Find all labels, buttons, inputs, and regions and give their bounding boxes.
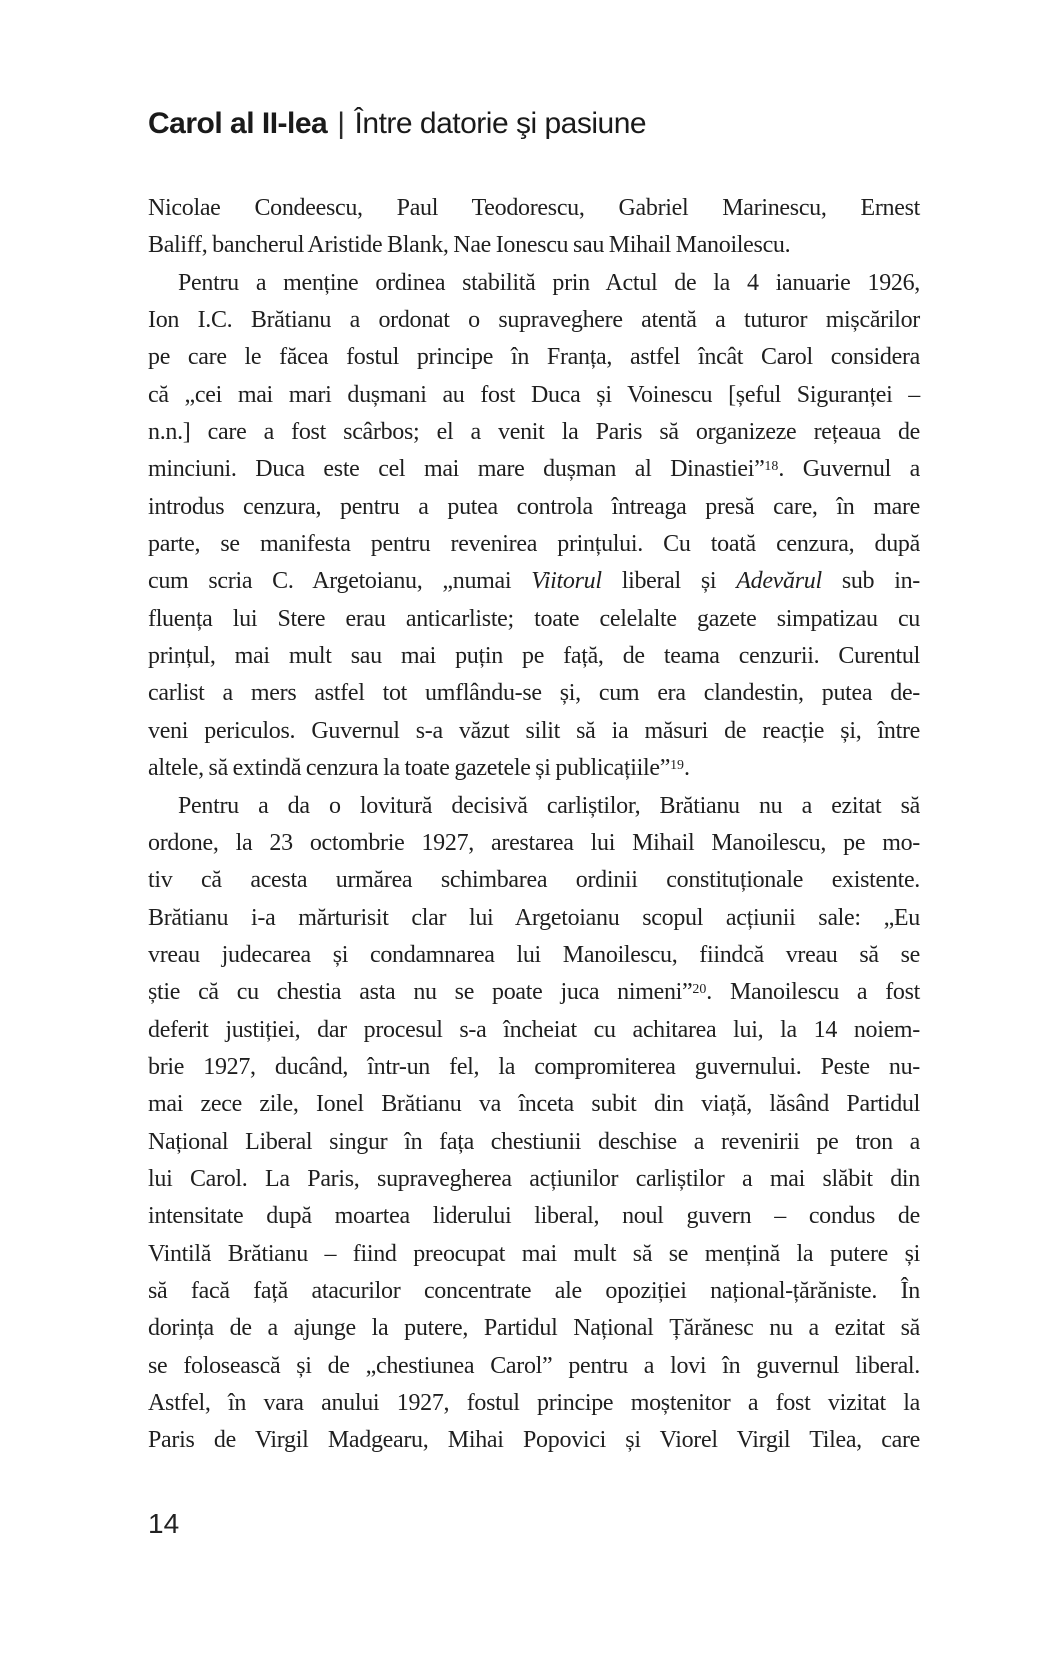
text-line: introdus cenzura, pentru a putea controla întreaga presă care, în mare <box>148 493 920 520</box>
text-line: că „cei mai mari dușmani au fost Duca și Voinescu [șeful Siguranței – <box>148 381 920 408</box>
text-line: prințul, mai mult sau mai puțin pe față, de teama cenzurii. Curentul <box>148 643 920 670</box>
text-line: Vintilă Brătianu – fiind preocupat mai mult să se mențină la putere și <box>148 1240 920 1267</box>
text-line: lui Carol. La Paris, supravegherea acțiunilor carliștilor a mai slăbit din <box>148 1165 920 1192</box>
text-line: altele, să extindă cenzura la toate gazetele și publicațiile”$^{19}$. <box>148 755 690 782</box>
text-line: ordone, la 23 octombrie 1927, arestarea lui Mihail Manoilescu, pe mo- <box>148 829 920 856</box>
text-line: parte, se manifesta pentru revenirea prințului. Cu toată cenzura, după <box>148 531 920 558</box>
footnote-marker: 20 <box>692 981 707 997</box>
text-line: minciuni. Duca este cel mai mare dușman al Dinastiei”$^{18}$. Guvernul a <box>148 456 920 483</box>
page-number: 14 <box>148 1508 180 1539</box>
text-line: Astfel, în vara anului 1927, fostul principe moștenitor a fost vizitat la <box>148 1390 920 1416</box>
text-line: dorința de a ajunge la putere, Partidul Național Țărănesc nu a ezitat să <box>148 1315 920 1342</box>
header-separator: | <box>337 107 345 140</box>
text-line: Pentru a menține ordinea stabilită prin Actul de la 4 ianuarie 1926, <box>178 269 920 296</box>
text-line: Național Liberal singur în fața chestiunii deschise a revenirii pe tron a <box>148 1128 920 1155</box>
text-line: Ion I.C. Brătianu a ordonat o supraveghere atentă a tuturor mișcărilor <box>148 307 920 334</box>
text-line: Brătianu i-a mărturisit clar lui Argetoianu scopul acțiunii sale: „Eu <box>148 904 920 931</box>
text-line: Nicolae Condeescu, Paul Teodorescu, Gabriel Marinescu, Ernest <box>148 195 920 221</box>
text-line: veni periculos. Guvernul s-a văzut silit să ia măsuri de reacție și, între <box>148 717 920 744</box>
text-line: se folosească și de „chestiunea Carol” pentru a lovi în guvernul liberal. <box>148 1352 920 1379</box>
text-line: să facă față atacurilor concentrate ale opoziției național-țărăniste. În <box>148 1277 920 1304</box>
text-line: mai zece zile, Ionel Brătianu va înceta subit din viață, lăsând Partidul <box>148 1091 920 1118</box>
text-line: cum scria C. Argetoianu, „numai Viitorul liberal și Adevărul sub in- <box>148 568 920 595</box>
text-line: intensitate după moartea liderului liberal, noul guvern – condus de <box>148 1203 920 1230</box>
text-line: deferit justiției, dar procesul s-a încheiat cu achitarea lui, la 14 noiem- <box>148 1016 920 1043</box>
text-line: știe că cu chestia asta nu se poate juca nimeni”$^{20}$. Manoilescu a fost <box>148 979 920 1006</box>
text-line: fluența lui Stere erau anticarliste; toate celelalte gazete simpatizau cu <box>148 605 920 632</box>
footnote-marker: 19 <box>670 757 684 773</box>
text-line: pe care le făcea fostul principe în Franța, astfel încât Carol considera <box>148 344 920 371</box>
text-line: Pentru a da o lovitură decisivă carliștilor, Brătianu nu a ezitat să <box>178 792 920 819</box>
header-book-title: Carol al II-lea <box>148 107 328 140</box>
footnote-marker: 18 <box>764 459 779 475</box>
text-line: Paris de Virgil Madgearu, Mihai Popovici și Viorel Virgil Tilea, care <box>148 1427 920 1454</box>
text-line: tiv că acesta urmărea schimbarea ordinii constituționale existente. <box>148 867 920 894</box>
header-chapter-title: Între datorie şi pasiune <box>354 107 647 140</box>
page-footer <box>148 1507 179 1541</box>
text-line: Baliff, bancherul Aristide Blank, Nae Ionescu sau Mihail Manoilescu. <box>148 232 791 259</box>
text-line: carlist a mers astfel tot umflându-se și, cum era clandestin, putea de- <box>148 680 920 707</box>
running-header <box>148 106 943 142</box>
body-text <box>148 190 920 1460</box>
text-line: n.n.] care a fost scârbos; el a venit la Paris să organizeze rețeaua de <box>148 419 920 446</box>
text-line: brie 1927, ducând, într-un fel, la compromiterea guvernului. Peste nu- <box>148 1053 920 1080</box>
text-line: vreau judecarea și condamnarea lui Manoilescu, fiindcă vreau să se <box>148 941 920 968</box>
